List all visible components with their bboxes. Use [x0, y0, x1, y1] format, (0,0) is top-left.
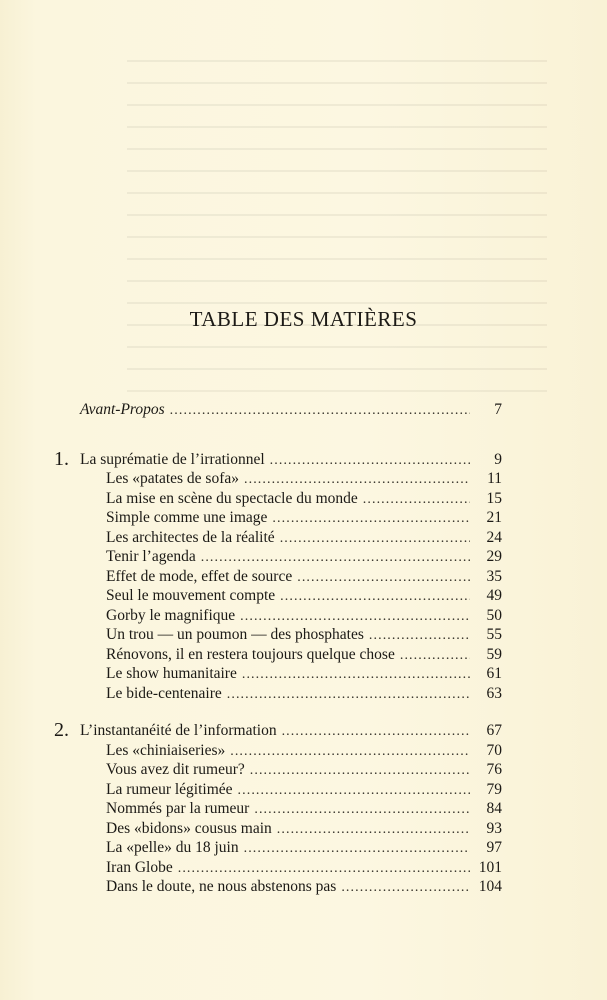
toc-page-number: 11: [487, 470, 502, 487]
toc-section-entry: [80, 780, 502, 800]
chapter-list: [54, 447, 502, 897]
toc-entry-label: Vous avez dit rumeur?: [106, 761, 245, 778]
toc-page-number: 59: [486, 645, 502, 663]
toc-section-entry: [80, 625, 502, 645]
show-through-text: [127, 60, 547, 440]
dot-leader: [244, 839, 470, 859]
toc-entry-label: La mise en scène du spectacle du monde: [106, 489, 358, 507]
dot-leader: [341, 878, 470, 898]
toc-entry-label: Seul le mouvement compte: [106, 587, 276, 604]
toc-section-entry: [80, 508, 502, 528]
dot-leader: [242, 665, 470, 685]
toc-page-number: 24: [486, 528, 502, 546]
dot-leader: [297, 568, 470, 588]
chapter-title: La suprématie de l’irrationnel: [80, 450, 265, 468]
toc-section-entry: [80, 664, 502, 684]
toc-section-entry: [80, 567, 502, 587]
toc-section-entry: [80, 645, 502, 665]
toc-section-entry: [80, 547, 502, 567]
toc-section-entry: [80, 799, 502, 819]
toc-page-number: 70: [486, 741, 502, 759]
dot-leader: [240, 607, 470, 627]
toc-page-number: 61: [486, 665, 502, 682]
toc-entry-label: La «pelle» du 18 juin: [106, 839, 239, 856]
toc-section-entry: [80, 877, 502, 897]
toc-section-entry: [80, 528, 502, 548]
toc-entry-label: Le bide-centenaire: [106, 684, 222, 702]
dot-leader: [254, 800, 470, 820]
dot-leader: [227, 685, 470, 705]
toc-entry-label: Nommés par la rumeur: [106, 800, 250, 817]
dot-leader: [244, 470, 470, 490]
chapter-title: L’instantanéité de l’information: [80, 722, 277, 739]
dot-leader: [400, 646, 470, 666]
spacer: [80, 432, 502, 450]
toc-page-number: 50: [486, 606, 502, 624]
dot-leader: [277, 820, 470, 840]
dot-leader: [250, 761, 470, 781]
dot-leader: [280, 529, 470, 549]
toc-page-number: 79: [486, 780, 502, 798]
toc-entry-label: Simple comme une image: [106, 509, 268, 526]
toc-entry-label: Les architectes de la réalité: [106, 528, 275, 546]
toc-entry-label: Iran Globe: [106, 858, 173, 876]
dot-leader: [270, 451, 470, 471]
dot-leader: [238, 781, 470, 801]
toc-entry-label: Tenir l’agenda: [106, 548, 196, 565]
toc-entry-label: Gorby le magnifique: [106, 606, 236, 624]
toc-entry-label: Des «bidons» cousus main: [106, 819, 272, 837]
spacer: [80, 703, 502, 721]
chapter-number: 2.: [54, 719, 69, 741]
toc-section-entry: [80, 684, 502, 704]
dot-leader: [272, 509, 470, 529]
page-title: TABLE DES MATIÈRES: [189, 307, 418, 331]
toc-page-number: 84: [486, 800, 502, 817]
toc-page-number: 21: [486, 509, 502, 526]
dot-leader: [282, 722, 470, 742]
toc-entry-label: Les «chiniaiseries»: [106, 741, 226, 759]
toc-entry-label: Le show humanitaire: [106, 665, 237, 682]
toc-section-entry: [80, 760, 502, 780]
toc-entry-label: Avant-Propos: [80, 401, 165, 418]
dot-leader: [230, 742, 470, 762]
toc-page-number: 29: [486, 548, 502, 565]
toc-page-number: 101: [478, 858, 502, 876]
toc-section-entry: [80, 606, 502, 626]
chapter-number: 1.: [54, 447, 69, 470]
toc-section-entry: [80, 819, 502, 839]
dot-leader: [280, 587, 470, 607]
toc-entry-label: Rénovons, il en restera toujours quelque chose: [106, 645, 395, 663]
toc-entry-label: Les «patates de sofa»: [106, 470, 239, 487]
toc-entry-avant-propos: [80, 400, 502, 420]
toc-page-number: 9: [494, 450, 502, 468]
toc-page-number: 7: [494, 401, 502, 418]
dot-leader: [170, 401, 470, 421]
dot-leader: [178, 859, 470, 879]
toc-page-number: 63: [486, 684, 502, 702]
toc-section-entry: [80, 489, 502, 509]
toc-page-number: 35: [486, 567, 502, 585]
chapter-heading: [54, 721, 502, 741]
toc-page-number: 67: [486, 722, 502, 739]
toc-section-entry: [80, 586, 502, 606]
toc-page-number: 49: [486, 587, 502, 604]
toc-section-entry: [80, 858, 502, 878]
toc-section-entry: [80, 469, 502, 489]
toc-page-number: 15: [486, 489, 502, 507]
toc-page-number: 93: [486, 819, 502, 837]
toc-page-number: 55: [486, 626, 502, 643]
toc-entry-label: La rumeur légitimée: [106, 780, 233, 798]
toc-section-entry: [80, 838, 502, 858]
dot-leader: [363, 490, 470, 510]
toc-page-number: 97: [486, 839, 502, 856]
dot-leader: [201, 548, 470, 568]
toc-section-entry: [80, 741, 502, 761]
toc-entry-label: Effet de mode, effet de source: [106, 567, 293, 585]
chapter-heading: [54, 447, 502, 470]
toc-page-number: 104: [478, 878, 502, 895]
toc-entry-label: Dans le doute, ne nous abstenons pas: [106, 878, 337, 895]
toc-page-number: 76: [486, 761, 502, 778]
table-of-contents: [54, 400, 502, 897]
toc-entry-label: Un trou — un poumon — des phosphates: [106, 626, 364, 643]
dot-leader: [369, 626, 470, 646]
